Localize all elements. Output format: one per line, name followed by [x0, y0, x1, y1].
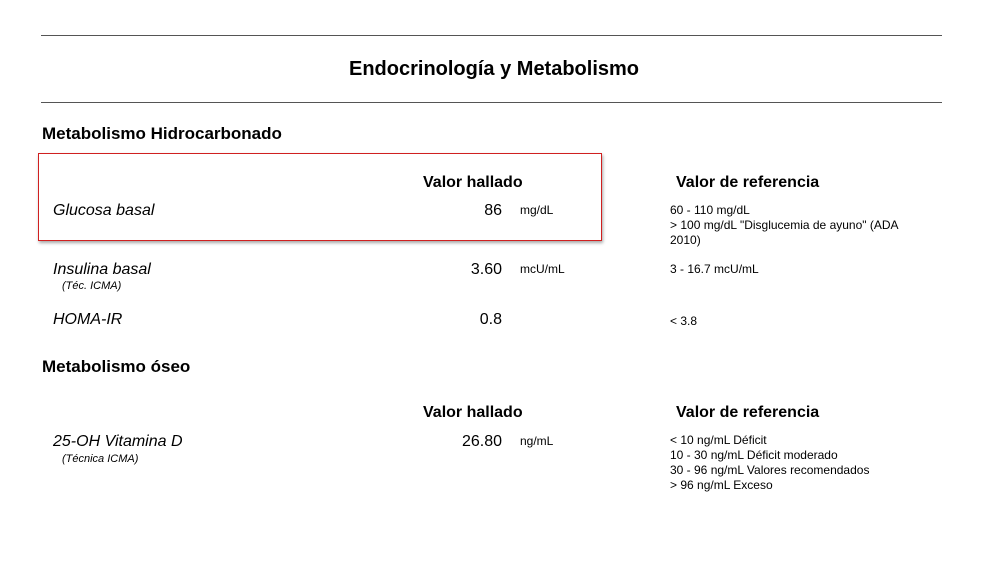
test-method-insulina: (Téc. ICMA) — [62, 280, 122, 292]
top-rule — [41, 35, 942, 36]
value-header: Valor hallado — [423, 404, 523, 421]
test-unit-vitamina-d: ng/mL — [520, 434, 554, 448]
reference-line: > 96 ng/mL Exceso — [670, 478, 773, 492]
test-name-vitamina-d: 25-OH Vitamina D — [53, 433, 183, 450]
reference-line: 2010) — [670, 233, 701, 247]
reference-line: 30 - 96 ng/mL Valores recomendados — [670, 463, 870, 477]
reference-header: Valor de referencia — [676, 174, 820, 191]
test-value-homa: 0.8 — [479, 311, 502, 328]
test-name-insulina: Insulina basal — [53, 261, 151, 278]
reference-line: 10 - 30 ng/mL Déficit moderado — [670, 448, 838, 462]
value-header: Valor hallado — [423, 174, 523, 191]
test-unit-glucosa: mg/dL — [520, 203, 554, 217]
reference-line: < 3.8 — [670, 314, 698, 328]
test-name-homa: HOMA-IR — [53, 311, 123, 328]
reference-vitamina-d — [670, 433, 940, 493]
test-value-vitamina-d: 26.80 — [461, 433, 502, 450]
page-title: Endocrinología y Metabolismo — [348, 58, 640, 80]
reference-line: > 100 mg/dL "Disglucemia de ayuno" (ADA — [670, 218, 899, 232]
reference-header: Valor de referencia — [676, 404, 820, 421]
test-method-vitamina-d: (Técnica ICMA) — [62, 453, 139, 465]
test-name-glucosa: Glucosa basal — [53, 202, 155, 219]
reference-line: 60 - 110 mg/dL — [670, 203, 750, 217]
section-title-hidrocarbonado: Metabolismo Hidrocarbonado — [42, 124, 282, 143]
highlight-box — [38, 153, 602, 241]
test-value-glucosa: 86 — [484, 202, 502, 219]
reference-insulina — [670, 262, 940, 277]
section-title-oseo: Metabolismo óseo — [42, 357, 191, 376]
test-value-insulina: 3.60 — [470, 261, 502, 278]
test-unit-insulina: mcU/mL — [520, 262, 565, 276]
reference-glucosa — [670, 203, 940, 248]
title-rule — [41, 102, 942, 103]
reference-line: < 10 ng/mL Déficit — [670, 433, 767, 447]
reference-homa — [670, 314, 940, 329]
reference-line: 3 - 16.7 mcU/mL — [670, 262, 759, 276]
